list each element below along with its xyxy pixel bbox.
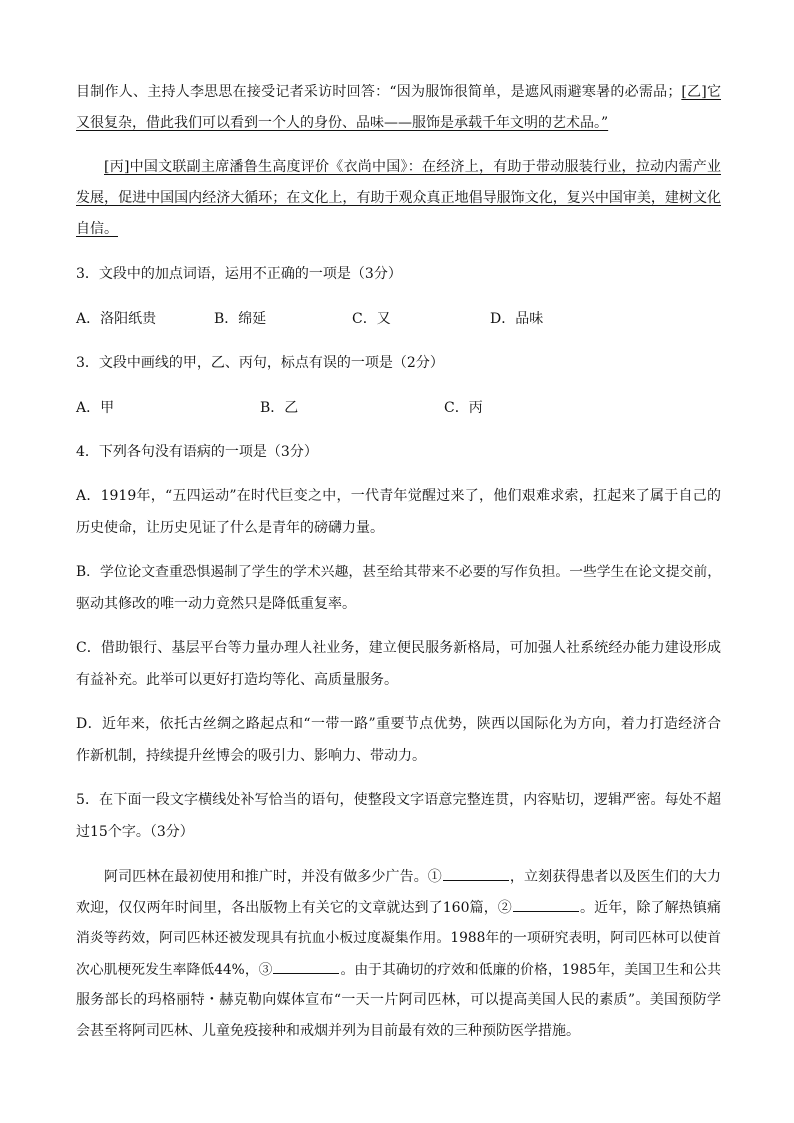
question-3b-stem: 3．文段中画线的甲，乙、丙句，标点有误的一项是（2分）: [76, 355, 444, 371]
q4-option-b[interactable]: 驱动其修改的唯一动力竟然只是降低重复率。: [76, 596, 356, 612]
passage-line: [104, 157, 721, 177]
passage-line: [76, 113, 721, 133]
q3b-option-a[interactable]: A．甲: [76, 400, 115, 416]
q5-passage-line: 服务部长的玛格丽特・赫克勒向媒体宣布“一天一片阿司匹林，可以提高美国人民的素质”。美国预防学: [76, 992, 721, 1008]
question-3a-stem: 3．文段中的加点词语，运用不正确的一项是（3分）: [76, 266, 402, 282]
q4-option-a[interactable]: 历史使命，让历史见证了什么是青年的磅礴力量。: [76, 520, 384, 536]
q5-passage-line: [76, 959, 721, 980]
underlined-sentence-bing: [丙]中国文联副主席潘鲁生高度评价《衣尚中国》：在经济上，有助于带动服装行业，拉动内需产业: [104, 159, 721, 175]
q4-option-a[interactable]: A．1919年，“五四运动”在时代巨变之中，一代青年觉醒过来了，他们艰难求索，扛起来了属于自己的: [76, 488, 721, 504]
q4-option-b[interactable]: B．学位论文查重恐惧遏制了学生的学术兴趣，甚至给其带来不必要的写作负担。一些学生在论文提交前，: [76, 564, 721, 580]
question-5-stem: 过15个字。（3分）: [76, 824, 194, 840]
q3b-option-c[interactable]: C．丙: [444, 400, 483, 416]
q3a-option-d[interactable]: D．品味: [490, 311, 544, 327]
q5-text: ，立刻获得患者以及医生们的大力: [509, 869, 722, 885]
passage-text: 目制作人、主持人李思思在接受记者采访时回答：“因为服饰很简单，是遮风雨避寒暑的必需品；: [76, 84, 682, 100]
q5-text: 次心肌梗死发生率降低44%，③: [76, 962, 273, 978]
q5-passage-line: 消炎等药效，阿司匹林还被发现具有抗血小板过度凝集作用。1988年的一项研究表明，阿司匹林可以使首: [76, 930, 721, 946]
underlined-sentence-bing: 发展，促进中国国内经济大循环；在文化上，有助于观众真正地倡导服饰文化，复兴中国审美，建树文化: [76, 190, 721, 206]
q3a-option-b[interactable]: B．绵延: [214, 311, 267, 327]
q5-passage-line: [104, 866, 721, 887]
answer-blank-1[interactable]: [443, 866, 509, 881]
q3a-option-c[interactable]: C．又: [352, 311, 391, 327]
q4-option-c[interactable]: C．借助银行、基层平台等力量办理人社业务，建立便民服务新格局，可加强人社系统经办能力建设形成: [76, 640, 721, 656]
q5-text: 欢迎，仅仅两年时间里，各出版物上有关它的文章就达到了160篇，②: [76, 900, 512, 916]
q4-option-d[interactable]: 作新机制，持续提升丝博会的吸引力、影响力、带动力。: [76, 748, 426, 764]
q5-text: 阿司匹林在最初使用和推广时，并没有做多少广告。①: [104, 869, 442, 885]
passage-line: [76, 188, 721, 208]
q5-passage-line: [76, 897, 721, 918]
underlined-sentence-yi: 又很复杂，借此我们可以看到一个人的身份、品味——服饰是承载千年文明的艺术品。”: [76, 115, 609, 131]
question-5-stem: 5．在下面一段文字横线处补写恰当的语句，使整段文字语意完整连贯，内容贴切，逻辑严密。每处不超: [76, 792, 721, 808]
question-4-stem: 4．下列各句没有语病的一项是（3分）: [76, 444, 318, 460]
q4-option-d[interactable]: D．近年来，依托古丝绸之路起点和“一带一路”重要节点优势，陕西以国际化为方向，着力打造经济合: [76, 716, 721, 732]
q4-option-c[interactable]: 有益补充。此举可以更好打造均等化、高质量服务。: [76, 672, 398, 688]
q5-text: 。近年，除了解热镇痛: [579, 900, 721, 916]
underlined-sentence-bing: 自信。: [76, 221, 118, 237]
passage-line: [76, 219, 721, 239]
answer-blank-2[interactable]: [513, 897, 579, 912]
q5-passage-line: 会甚至将阿司匹林、儿童免疫接种和戒烟并列为目前最有效的三种预防医学措施。: [76, 1023, 580, 1039]
answer-blank-3[interactable]: [273, 959, 339, 974]
q5-text: 。由于其确切的疗效和低廉的价格，1985年，美国卫生和公共: [340, 962, 722, 978]
passage-line: [76, 82, 721, 102]
q3b-option-b[interactable]: B．乙: [260, 400, 299, 416]
q3a-option-a[interactable]: A．洛阳纸贵: [76, 311, 157, 327]
underlined-sentence-yi: [乙]它: [681, 84, 721, 100]
